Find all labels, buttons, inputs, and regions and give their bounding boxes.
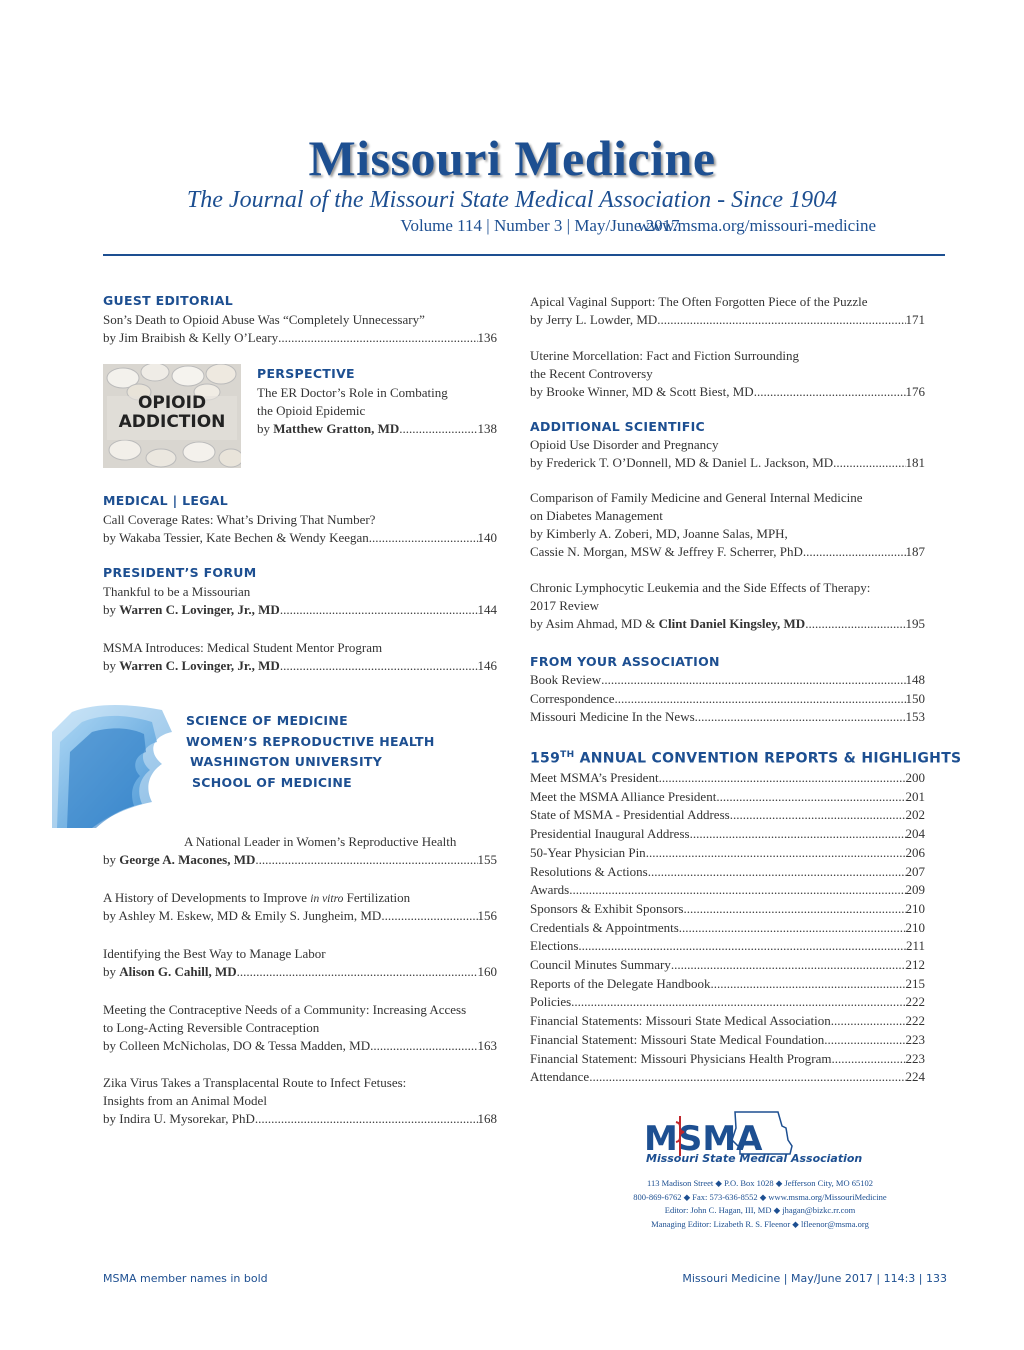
toc-entry-title: Missouri Medicine In the News [530,709,695,725]
article-byline: by Brooke Winner, MD & Scott Biest, MD [530,384,754,399]
toc-entry[interactable] [530,454,925,472]
association-address: 113 Madison Street ◆ P.O. Box 1028 ◆ Jefferson City, MO 65102 800-869-6762 ◆ Fax: 573-636-8552 ◆ www.msma.org/MissouriMedicine Editor: John C. Hagan, III, MD ◆ jhagan@bizkc.rr.com Managing Editor: Lizabeth R. S. Fleenor ◆ lfleenor@msma.org [633,1178,887,1229]
page-number: 224 [905,1069,925,1085]
article-byline: by Asim Ahmad, MD & Clint Daniel Kingsley, MD [530,616,806,631]
toc-entry[interactable] [530,919,925,937]
toc-entry[interactable] [103,1110,497,1128]
footer-note: MSMA member names in bold [103,1272,268,1285]
page-number: 148 [905,672,925,687]
section-heading-additional-scientific: ADDITIONAL SCIENTIFIC [530,419,706,434]
dot-leader [255,851,477,869]
toc-entry[interactable] [530,690,925,708]
section-heading-womens-health: WOMEN’S REPRODUCTIVE HEALTH [186,734,435,749]
dot-leader [255,1110,478,1128]
issue-info-row [200,216,880,236]
dot-leader [832,1050,906,1068]
page-number: 187 [905,544,925,559]
hands-silhouette-icon [52,702,187,828]
toc-entry[interactable] [103,963,497,981]
section-heading-annual-convention: 159TH ANNUAL CONVENTION REPORTS & HIGHLIGHTS [530,750,962,767]
toc-entry[interactable] [530,708,925,726]
toc-entry[interactable] [530,1031,925,1049]
toc-entry-title: Meet the MSMA Alliance President [530,788,717,804]
dot-leader [824,1031,905,1049]
toc-entry-title: Policies [530,994,572,1010]
page-number: 202 [905,807,925,823]
page-number: 223 [905,1031,925,1047]
member-author: George A. Macones, MD [119,852,256,867]
page-number: 222 [905,1013,925,1029]
dot-leader [601,671,905,689]
toc-entry-title: Financial Statement: Missouri Physicians Health Program [530,1050,832,1066]
dot-leader [684,900,906,918]
article-byline: by George A. Macones, MD [103,852,256,867]
dot-leader [614,690,905,708]
page-number: 144 [477,602,497,617]
article-title[interactable]: Call Coverage Rates: What’s Driving That Number? [103,512,376,527]
section-heading-science-of-medicine: SCIENCE OF MEDICINE [186,713,348,728]
dot-leader [690,825,906,843]
toc-entry-title: 50-Year Physician Pin [530,844,646,860]
article-title[interactable]: the Recent Controversy [530,366,653,381]
toc-entry[interactable] [530,383,925,401]
dot-leader [716,788,905,806]
dot-leader [370,1037,477,1055]
page-number: 138 [477,421,497,436]
page-number: 201 [905,788,925,804]
page-number: 153 [905,709,925,725]
article-byline: by Indira U. Mysorekar, PhD [103,1111,255,1126]
toc-entry[interactable] [530,1012,925,1030]
section-heading-school-of-medicine: SCHOOL OF MEDICINE [192,775,352,790]
article-title[interactable]: MSMA Introduces: Medical Student Mentor Program [103,640,383,655]
toc-entry[interactable] [530,769,925,787]
logo-mark: MSMA [644,1119,763,1159]
page-number: 163 [477,1038,497,1053]
article-title[interactable]: Apical Vaginal Support: The Often Forgotten Piece of the Puzzle [530,294,868,309]
dot-leader [803,543,906,561]
toc-entry-title: Book Review [530,672,602,687]
dot-leader [589,1068,905,1086]
toc-entry-title: State of MSMA - Presidential Address [530,807,730,823]
section-heading-presidents-forum: PRESIDENT’S FORUM [103,565,257,580]
issue-info: Volume 114 | Number 3 | May/June 2017 [400,216,680,235]
section-heading-washington-university: WASHINGTON UNIVERSITY [190,754,383,769]
dot-leader [280,601,478,619]
article-title[interactable]: the Opioid Epidemic [257,403,366,418]
dot-leader [278,329,477,347]
article-title[interactable]: A History of Developments to Improve in vitro Fertilization [103,890,411,905]
toc-entry-title: Reports of the Delegate Handbook [530,975,711,991]
article-byline: by Warren C. Lovinger, Jr., MD [103,658,280,673]
article-byline: by Matthew Gratton, MD [257,421,400,436]
dot-leader [695,708,906,726]
dot-leader [657,311,905,329]
section-heading-from-your-association: FROM YOUR ASSOCIATION [530,654,720,669]
article-title[interactable]: Identifying the Best Way to Manage Labor [103,946,326,961]
dot-leader [833,454,905,472]
page-number: 140 [477,530,497,545]
page-number: 146 [477,658,497,673]
image-caption: OPIOID ADDICTION [118,393,226,432]
toc-entry[interactable] [103,601,497,619]
toc-entry[interactable] [530,788,925,806]
toc-entry[interactable] [530,993,925,1011]
page-number: 204 [905,826,925,842]
page-number: 206 [905,844,925,860]
dot-leader [399,420,477,438]
dot-leader [578,937,906,955]
dot-leader [381,907,477,925]
toc-entry[interactable] [530,311,925,329]
toc-entry[interactable] [103,657,497,675]
page-number: 155 [477,852,497,867]
journal-url[interactable]: www.msma.org/missouri-medicine [637,216,876,235]
article-title[interactable]: A National Leader in Women’s Reproductive Health [184,834,457,849]
toc-entry-title: Financial Statements: Missouri State Medical Association [530,1013,831,1029]
page-number: 168 [477,1111,497,1126]
page-number: 195 [905,616,925,631]
header-divider [103,254,945,256]
toc-entry[interactable] [103,529,497,547]
dot-leader [805,615,905,633]
toc-entry[interactable] [257,420,497,438]
member-author: Warren C. Lovinger, Jr., MD [119,602,280,617]
toc-entry-title: Awards [530,882,570,898]
toc-entry[interactable] [103,329,497,347]
msma-logo [640,1110,863,1170]
logo-name: Missouri State Medical Association [646,1152,863,1165]
page-number: 211 [905,938,925,954]
page-number: 207 [905,863,925,879]
toc-entry[interactable] [530,937,925,955]
article-title[interactable]: Meeting the Contraceptive Needs of a Community: Increasing Access [103,1002,467,1017]
page-number: 181 [905,455,925,470]
toc-entry-title: Resolutions & Actions [530,863,648,879]
toc-entry-title: Credentials & Appointments [530,919,679,935]
article-title[interactable]: Insights from an Animal Model [103,1093,267,1108]
page-number: 176 [905,384,925,399]
article-title[interactable]: to Long-Acting Reversible Contraception [103,1020,320,1035]
article-byline: by Frederick T. O’Donnell, MD & Daniel L. Jackson, MD [530,455,834,470]
page-number: 210 [905,919,925,935]
dot-leader [646,844,906,862]
toc-entry[interactable] [530,671,925,689]
toc-entry-title: Council Minutes Summary [530,957,671,972]
dot-leader [369,529,478,547]
toc-entry[interactable] [530,806,925,824]
article-byline: by Warren C. Lovinger, Jr., MD [103,602,280,617]
opioid-addiction-image [103,364,241,468]
dot-leader [679,919,906,937]
toc-entry[interactable] [530,956,925,974]
page-number: 215 [905,975,925,991]
article-title[interactable]: Chronic Lymphocytic Leukemia and the Side Effects of Therapy: [530,580,871,595]
dot-leader [569,881,905,899]
toc-entry[interactable] [530,615,925,633]
toc-entry-title: Meet MSMA’s President [530,770,659,785]
article-title[interactable]: 2017 Review [530,598,599,613]
article-title[interactable]: Opioid Use Disorder and Pregnancy [530,437,719,452]
toc-entry-title: Presidential Inaugural Address [530,826,690,842]
dot-leader [659,769,906,787]
dot-leader [671,956,906,974]
article-byline: by Colleen McNicholas, DO & Tessa Madden, MD [103,1038,371,1053]
toc-entry-title: Sponsors & Exhibit Sponsors [530,900,684,916]
toc-entry[interactable] [530,1068,925,1086]
toc-entry[interactable] [530,900,925,918]
footer-folio: Missouri Medicine | May/June 2017 | 114:3 | 133 [682,1272,947,1285]
toc-entry-title: Correspondence [530,690,615,706]
page-number: 160 [477,964,497,979]
toc-entry[interactable] [530,844,925,862]
section-heading-medical-legal: MEDICAL | LEGAL [103,493,228,508]
member-author: Alison G. Cahill, MD [119,964,237,979]
article-byline: by Alison G. Cahill, MD [103,964,237,979]
member-author: Matthew Gratton, MD [273,421,400,436]
article-byline: by Wakaba Tessier, Kate Bechen & Wendy Keegan [103,530,369,545]
toc-entry[interactable] [530,1050,925,1068]
toc-entry[interactable] [530,881,925,899]
toc-entry[interactable] [530,975,925,993]
page-number: 212 [905,957,925,972]
article-title[interactable]: The ER Doctor’s Role in Combating [257,385,448,400]
toc-entry[interactable] [530,825,925,843]
toc-entry[interactable] [530,863,925,881]
toc-entry[interactable] [103,851,497,869]
journal-subtitle: The Journal of the Missouri State Medical Association - Since 1904 [186,187,838,213]
article-title[interactable]: Zika Virus Takes a Transplacental Route to Infect Fetuses: [103,1075,407,1090]
toc-entry-title: Elections [530,938,579,954]
dot-leader [571,993,905,1011]
page-number: 136 [477,330,497,345]
article-title[interactable]: Son’s Death to Opioid Abuse Was “Completely Unnecessary” [103,312,425,327]
article-title[interactable]: on Diabetes Management [530,508,663,523]
dot-leader [648,863,906,881]
toc-entry-title: Financial Statement: Missouri State Medical Foundation [530,1031,825,1047]
page-number: 222 [905,994,925,1010]
dot-leader [237,963,478,981]
page-number: 150 [905,690,925,706]
member-author: Clint Daniel Kingsley, MD [658,616,806,631]
dot-leader [754,383,906,401]
article-title[interactable]: Uterine Morcellation: Fact and Fiction Surrounding [530,348,799,363]
page-number: 210 [905,900,925,916]
article-title[interactable]: Thankful to be a Missourian [103,584,251,599]
section-heading-perspective: PERSPECTIVE [257,366,355,381]
toc-entry[interactable] [103,907,497,925]
page-number: 200 [905,770,925,785]
toc-entry[interactable] [103,1037,497,1055]
section-heading-guest-editorial: GUEST EDITORIAL [103,293,233,308]
article-byline: by Ashley M. Eskew, MD & Emily S. Jungheim, MD [103,908,382,923]
toc-entry[interactable] [530,543,925,561]
dot-leader [730,806,906,824]
article-byline: by Jim Braibish & Kelly O’Leary [103,330,279,345]
page-number: 223 [905,1050,925,1066]
member-author: Warren C. Lovinger, Jr., MD [119,658,280,673]
masthead [0,128,1024,235]
page-number: 171 [905,312,925,327]
page-number: 209 [905,882,925,898]
dot-leader [711,975,906,993]
page-number: 156 [477,908,497,923]
article-byline: Cassie N. Morgan, MSW & Jeffrey F. Scherrer, PhD [530,544,803,559]
dot-leader [280,657,478,675]
journal-title: Missouri Medicine [308,130,716,186]
article-byline: by Jerry L. Lowder, MD [530,312,658,327]
article-title[interactable]: Comparison of Family Medicine and General Internal Medicine [530,490,863,505]
toc-entry-title: Attendance [530,1069,590,1085]
dot-leader [831,1012,906,1030]
article-byline: by Kimberly A. Zoberi, MD, Joanne Salas, MPH, [530,526,788,541]
